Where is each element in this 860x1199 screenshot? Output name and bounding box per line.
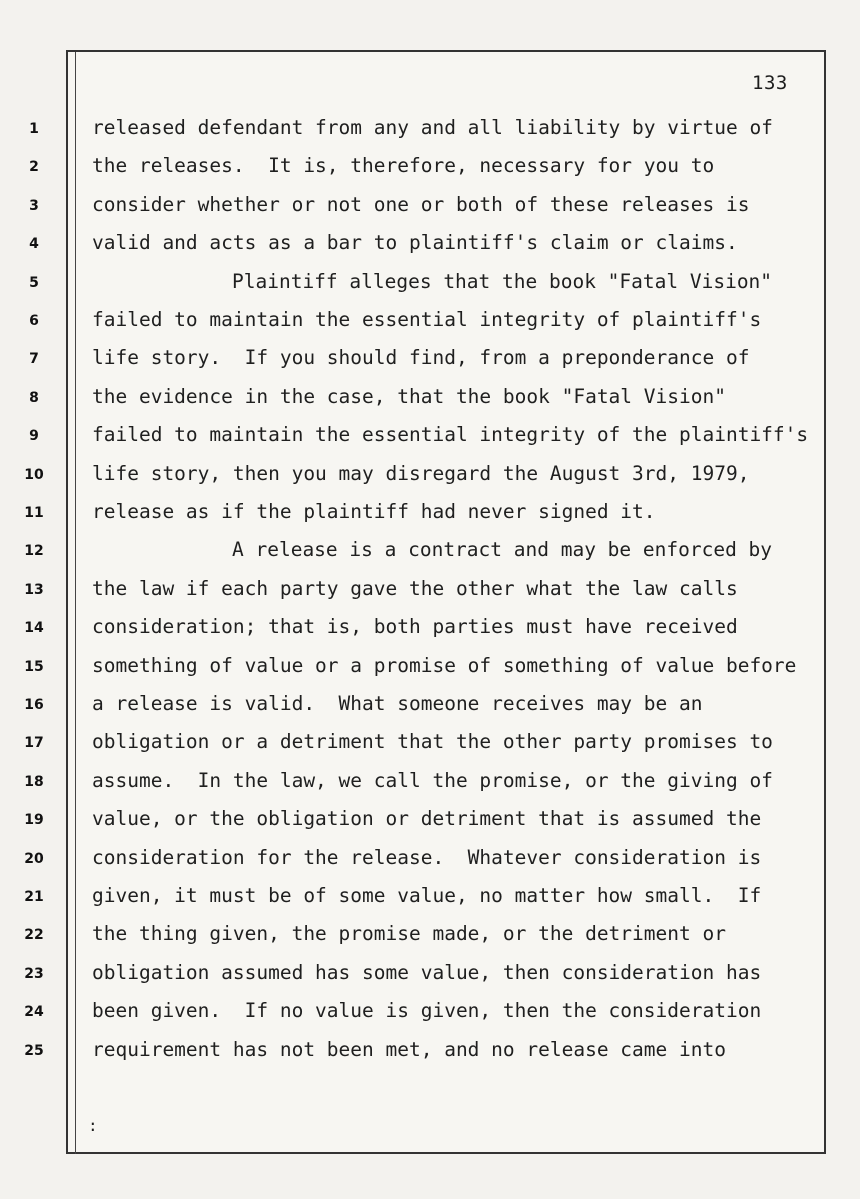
line-number: 24 [24,1004,44,1021]
line-number: 15 [24,658,44,675]
transcript-line: consider whether or not one or both of these releases is [92,192,750,216]
transcript-line: consideration for the release. Whatever consideration is [92,845,762,869]
transcript-line: valid and acts as a bar to plaintiff's claim or claims. [92,231,738,255]
line-number: 20 [24,850,44,867]
transcript-line: life story. If you should find, from a preponderance of [92,346,750,370]
transcript-line: obligation or a detriment that the other party promises to [92,730,773,754]
line-number: 13 [24,581,44,598]
transcript-line: given, it must be of some value, no matter how small. If [92,884,762,907]
line-number: 4 [29,236,39,253]
transcript-line: been given. If no value is given, then the consideration [92,999,762,1023]
margin-rule [75,52,76,1154]
line-number: 22 [24,927,44,944]
line-number: 21 [24,889,44,905]
page-number: 133 [752,72,788,94]
transcript-line: consideration; that is, both parties must have received [92,615,738,639]
transcript-line: obligation assumed has some value, then consideration has [92,960,762,984]
footer-mark: : [88,1116,98,1135]
transcript-line: Plaintiff alleges that the book "Fatal Vision" [232,269,773,293]
transcript-line: value, or the obligation or detriment that is assumed the [92,807,762,831]
line-number: 23 [24,965,44,982]
line-number: 8 [29,389,39,406]
line-number: 25 [24,1042,44,1059]
transcript-line: the thing given, the promise made, or the detriment or [92,922,726,946]
line-number: 14 [24,620,44,637]
line-number: 3 [29,197,39,214]
transcript-line: the evidence in the case, that the book "Fatal Vision" [92,384,726,408]
transcript-line: failed to maintain the essential integrity of plaintiff's [92,308,762,331]
transcript-line: a release is valid. What someone receives may be an [92,692,703,715]
line-number: 7 [29,351,39,368]
line-number: 6 [29,313,39,329]
line-number: 5 [29,274,39,291]
transcript-line: life story, then you may disregard the August 3rd, 1979, [92,461,750,485]
line-number: 11 [24,505,44,521]
line-number: 12 [24,543,44,560]
line-number: 2 [29,159,39,176]
line-number: 16 [24,697,44,713]
line-number: 17 [24,735,44,752]
line-number: 9 [29,428,39,445]
transcript-line: the releases. It is, therefore, necessary for you to [92,154,715,178]
line-number: 18 [24,773,44,790]
line-number: 10 [24,466,44,483]
transcript-line: A release is a contract and may be enforced by [232,538,773,562]
transcript-line: assume. In the law, we call the promise, or the giving of [92,768,773,792]
line-number: 19 [24,812,44,829]
transcript-line: the law if each party gave the other what the law calls [92,576,738,600]
transcript-line: requirement has not been met, and no release came into [92,1037,726,1061]
transcript-line: released defendant from any and all liability by virtue of [92,116,773,139]
transcript-line: failed to maintain the essential integrity of the plaintiff's [92,423,809,447]
transcript-line: something of value or a promise of something of value before [92,653,797,677]
transcript-line: release as if the plaintiff had never signed it. [92,500,656,523]
line-number: 1 [29,121,39,137]
